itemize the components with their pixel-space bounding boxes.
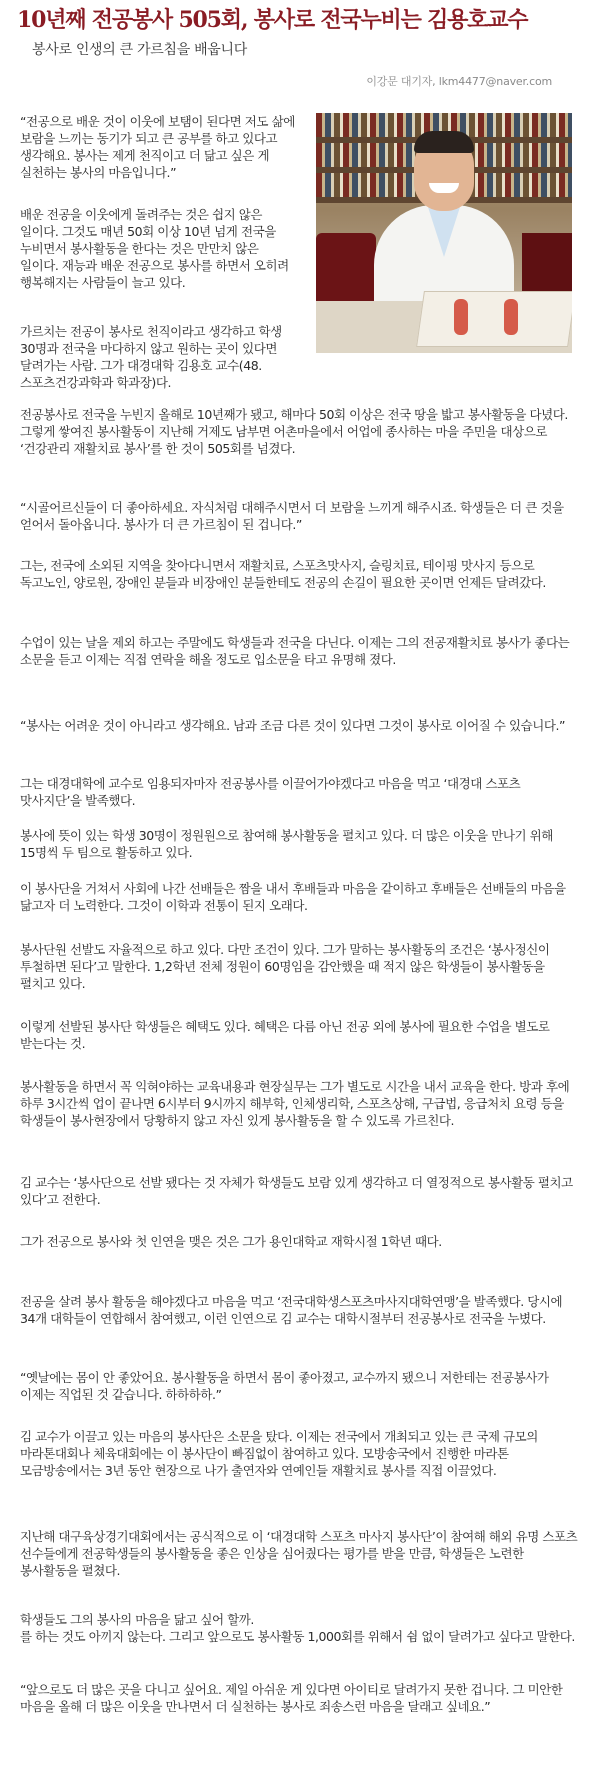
paragraph: 그는 대경대학에 교수로 임용되자마자 전공봉사를 이끌어가야겠다고 마음을 먹고 ‘대경대 스포츠 맛사지단’을 발족했다. — [20, 776, 521, 808]
paragraph: 가르치는 전공이 봉사로 천직이라고 생각하고 학생 30명과 전국을 마다하지 않고 원하는 곳이 있다면 달려가는 사람. 그가 대경대학 김용호 교수(48.스포츠건강과학과 학과장)다. — [20, 324, 282, 390]
anatomy-chart — [416, 291, 572, 347]
paragraph: 수업이 있는 날을 제외 하고는 주말에도 학생들과 전국을 다닌다. 이제는 그의 전공재활치료 봉사가 좋다는 소문을 듣고 이제는 직접 연락을 해올 정도로 입소문을 타고 유명해 졌다. — [20, 635, 570, 667]
paragraph: 그가 전공으로 봉사와 첫 인연을 맺은 것은 그가 용인대학교 재학시절 1학년 때다. — [20, 1234, 442, 1249]
anatomy-figure — [454, 299, 468, 335]
paragraph: 전공을 살려 봉사 활동을 해야겠다고 마음을 먹고 ‘전국대학생스포츠마사지대학연맹’을 발족했다. 당시에 34개 대학들이 연합해서 참여했고, 이런 인연으로 김 교수는 대학시절부터 전공봉사로 전국을 누볐다. — [20, 1294, 563, 1326]
paragraph: “전공으로 배운 것이 이웃에 보탬이 된다면 저도 삶에 보람을 느끼는 동기가 되고 큰 공부를 하고 있다고 생각해요. 봉사는 제게 천직이고 더 닮고 싶은 게 실천하는 봉사의 마음입니다.” — [20, 114, 295, 180]
paragraph: 김 교수는 ‘봉사단으로 선발 됐다는 것 자체가 학생들도 보람 있게 생각하고 더 열정적으로 봉사활동 펼치고 있다’고 전한다. — [20, 1175, 573, 1207]
paragraph: “옛날에는 몸이 안 좋았어요. 봉사활동을 하면서 몸이 좋아졌고, 교수까지 됐으니 저한테는 전공봉사가 이제는 직업된 것 같습니다. 하하하하.” — [20, 1370, 549, 1402]
paragraph: 지난해 대구육상경기대회에서는 공식적으로 이 ‘대경대학 스포츠 마사지 봉사단’이 참여해 해외 유명 스포츠 선수들에게 전공학생들의 봉사활동을 좋은 인상을 심어줬다는 평가를 받을 만큼, 학생들은 노련한 봉사활동을 펼쳤다. — [20, 1529, 578, 1578]
paragraph: “봉사는 어려운 것이 아니라고 생각해요. 남과 조금 다른 것이 있다면 그것이 봉사로 이어질 수 있습니다.” — [20, 718, 566, 733]
anatomy-figure — [504, 299, 518, 335]
paragraph: 배운 전공을 이웃에게 돌려주는 것은 쉽지 않은 일이다. 그것도 매년 50회 이상 10년 넘게 전국을 누비면서 봉사활동을 한다는 것은 만만치 않은 일이다. 재능과 배운 전공으로 봉사를 하면서 오히려 행복해지는 사람들이 늘고 있다. — [20, 207, 289, 290]
article-subheadline: 봉사로 인생의 큰 가르침을 배웁니다 — [32, 42, 247, 58]
paragraph: 봉사에 뜻이 있는 학생 30명이 정원원으로 참여해 봉사활동을 펼치고 있다. 더 많은 이웃을 만나기 위해 15명씩 두 팀으로 활동하고 있다. — [20, 828, 553, 860]
paragraph: 그는, 전국에 소외된 지역을 찾아다니면서 재활치료, 스포츠맛사지, 슬링치료, 테이핑 맛사지 등으로 독고노인, 양로원, 장애인 분들과 비장애인 분들한테도 전공의 손길이 필요한 곳이면 언제든 달려갔다. — [20, 558, 546, 590]
paragraph: 봉사활동을 하면서 꼭 익혀야하는 교육내용과 현장실무는 그가 별도로 시간을 내서 교육을 한다. 방과 후에 하루 3시간씩 업이 끝나면 6시부터 9시까지 해부학, 인체생리학, 스포츠상해, 구급법, 응급처치 요령 등을 학생들이 봉사현장에서 당황하지 않고 자신 있게 봉사활동을 할 수 있도록 가르친다. — [20, 1079, 570, 1128]
paragraph: 전공봉사로 전국을 누빈지 올해로 10년째가 됐고, 해마다 50회 이상은 전국 땅을 밟고 봉사활동을 다녔다. 그렇게 쌓여진 봉사활동이 지난해 거제도 남부면 어촌마을에서 어업에 종사하는 마을 주민을 대상으로 ‘건강관리 재활치료 봉사’를 한 것이 505회를 넘겼다. — [20, 407, 568, 456]
professor-photo — [316, 113, 572, 353]
article-headline: 10년째 전공봉사 505회, 봉사로 전국누비는 김용호교수 — [17, 7, 528, 33]
paragraph: 이 봉사단을 거쳐서 사회에 나간 선배들은 짬을 내서 후배들과 마음을 같이하고 후배들은 선배들의 마음을 닮고자 더 노력한다. 그것이 이학과 전통이 된지 오래다. — [20, 881, 566, 913]
paragraph: “시골어르신들이 더 좋아하세요. 자식처럼 대해주시면서 더 보람을 느끼게 해주시죠. 학생들은 더 큰 것을 얻어서 돌아옵니다. 봉사가 더 큰 가르침이 된 겁니다.” — [20, 500, 564, 532]
paragraph: “앞으로도 더 많은 곳을 다니고 싶어요. 제일 아쉬운 게 있다면 아이티로 달려가지 못한 겁니다. 그 미안한 마음을 올해 더 많은 이웃을 만나면서 더 실천하는 봉사로 죄송스런 마음을 달래고 싶네요.” — [20, 1682, 563, 1714]
paragraph: 학생들도 그의 봉사의 마음을 닮고 싶어 할까. 를 하는 것도 아끼지 않는다. 그리고 앞으로도 봉사활동 1,000회를 위해서 쉼 없이 달려가고 싶다고 말한다. — [20, 1612, 575, 1644]
paragraph: 김 교수가 이끌고 있는 마음의 봉사단은 소문을 탔다. 이제는 전국에서 개최되고 있는 큰 국제 규모의 마라톤대회나 체육대회에는 이 봉사단이 빠짐없이 참여하고 있다. 모방송국에서 진행한 마라톤 모금방송에서는 3년 동안 현장으로 나가 출연자와 연예인들 재활치료 봉사를 직접 이끌었다. — [20, 1429, 538, 1478]
paragraph: 봉사단원 선발도 자율적으로 하고 있다. 다만 조건이 있다. 그가 말하는 봉사활동의 조건은 ‘봉사정신이 투철하면 된다’고 말한다. 1,2학년 전체 정원이 60명임을 감안했을 때 적지 않은 학생들이 봉사활동을 펼치고 있다. — [20, 942, 550, 991]
article-byline: 이강문 대기자, lkm4477@naver.com — [366, 75, 552, 88]
hair — [414, 131, 474, 153]
paragraph: 이렇게 선발된 봉사단 학생들은 혜택도 있다. 혜택은 다름 아닌 전공 외에 봉사에 필요한 수업을 별도로 받는다는 것. — [20, 1019, 550, 1051]
